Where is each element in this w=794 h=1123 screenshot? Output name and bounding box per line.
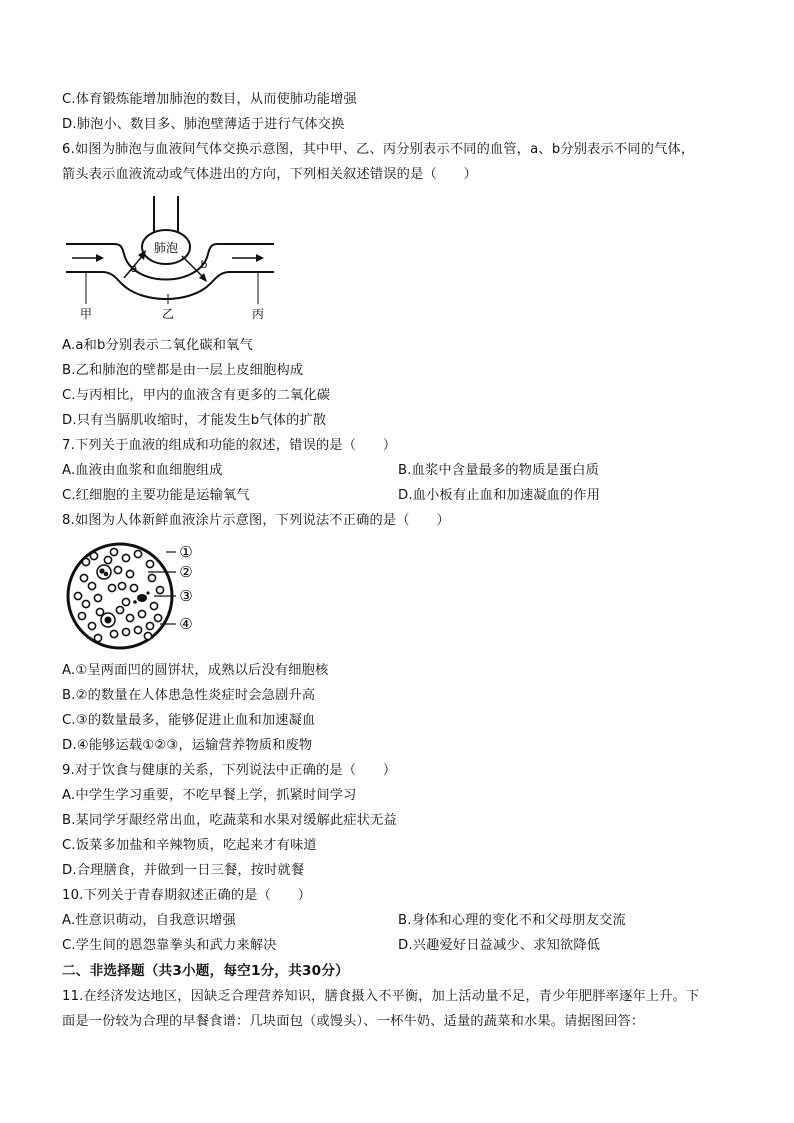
gas-a-label: a [130,262,138,275]
q9-option-c: C.饭菜多加盐和辛辣物质，吃起来才有味道 [62,838,317,853]
q9-option-b: B.某同学牙龈经常出血，吃蔬菜和水果对缓解此症状无益 [62,813,397,828]
red-blood-cell [126,570,133,577]
q8-option-a: A.①呈两面凹的圆饼状，成熟以后没有细胞核 [62,663,329,678]
q6-stem-line1: 6.如图为肺泡与血液间气体交换示意图，其中甲、乙、丙分别表示不同的血管，a、b分别表示不同的气体， [62,142,695,157]
q8-stem: 8.如图为人体新鲜血液涂片示意图，下列说法不正确的是（ ） [62,513,450,528]
q9-option-a: A.中学生学习重要，不吃早餐上学，抓紧时间学习 [62,788,357,803]
red-blood-cell [94,634,101,641]
red-blood-cell [82,600,89,607]
red-blood-cell [116,606,123,613]
red-blood-cell [110,548,117,555]
red-blood-cell [126,614,133,621]
q5-option-d: D.肺泡小、数目多、肺泡壁薄适于进行气体交换 [62,117,345,132]
label-2: ② [179,563,193,581]
q7-option-c: C.红细胞的主要功能是运输氧气 [62,488,250,503]
red-blood-cell [154,614,161,621]
q10-option-a: A.性意识萌动，自我意识增强 [62,913,237,928]
red-blood-cell [90,552,97,559]
q7-option-d: D.血小板有止血和加速凝血的作用 [398,488,601,503]
red-blood-cell [104,556,111,563]
red-blood-cell [146,622,153,629]
q6-option-a: A.a和b分别表示二氧化碳和氧气 [62,338,253,353]
red-blood-cell [80,574,87,581]
q6-stem-line2: 箭头表示血液流动或气体进出的方向，下列相关叙述错误的是（ ） [62,167,478,182]
red-blood-cell [82,558,89,565]
section-heading: 二、非选择题（共3小题，每空1分，共30分） [62,963,349,979]
vessel-yi-label: 乙 [161,307,175,321]
q5-option-c: C.体育锻炼能增加肺泡的数目，从而使肺功能增强 [62,92,357,107]
q7-option-a: A.血液由血浆和血细胞组成 [62,463,223,478]
alveolus-gas-exchange-diagram [62,192,278,324]
q7-stem: 7.下列关于血液的组成和功能的叙述，错误的是（ ） [62,438,397,453]
q8-option-d: D.④能够运载①②③，运输营养物质和废物 [62,738,313,753]
red-blood-cell [88,582,95,589]
red-blood-cell [78,612,85,619]
red-blood-cell [122,554,129,561]
q11-line2: 面是一份较为合理的早餐食谱：几块面包（或馒头）、一杯牛奶、适量的蔬菜和水果。请据图回答： [62,1014,645,1029]
q7-option-b: B.血浆中含量最多的物质是蛋白质 [398,463,600,478]
red-blood-cell [114,566,121,573]
q10-option-c: C.学生间的恩怨靠拳头和武力来解决 [62,938,277,953]
red-blood-cell [122,628,129,635]
red-blood-cell [122,598,129,605]
q8-option-b: B.②的数量在人体患急性炎症时会急剧升高 [62,688,316,703]
q6-option-d: D.只有当膈肌收缩时，才能发生b气体的扩散 [62,413,327,428]
q6-option-b: B.乙和肺泡的壁都是由一层上皮细胞构成 [62,363,304,378]
q11-line1: 11.在经济发达地区，因缺乏合理营养知识，膳食摄入不平衡，加上活动量不足，青少年肥胖率逐年上升。下 [62,989,700,1004]
q8-option-c: C.③的数量最多，能够促进止血和加速凝血 [62,713,316,728]
q6-option-c: C.与丙相比，甲内的血液含有更多的二氧化碳 [62,388,331,403]
red-blood-cell [118,582,125,589]
red-blood-cell [134,626,141,633]
red-blood-cell [148,574,155,581]
gas-b-label: b [200,258,208,271]
alveolus-label: 肺泡 [153,241,179,255]
red-blood-cell [156,586,163,593]
red-blood-cell [94,594,101,601]
red-blood-cell [144,632,151,639]
red-blood-cell [110,630,117,637]
q10-option-b: B.身体和心理的变化不和父母朋友交流 [398,913,626,928]
red-blood-cell [138,610,145,617]
platelets [137,594,147,602]
vessel-bing-label: 丙 [251,307,265,321]
q9-stem: 9.对于饮食与健康的关系，下列说法中正确的是（ ） [62,763,397,778]
red-blood-cell [146,560,153,567]
vessel-jia-label: 甲 [79,307,93,321]
q10-option-d: D.兴趣爱好日益减少、求知欲降低 [398,938,601,953]
label-4: ④ [179,615,193,633]
red-blood-cell [150,602,157,609]
red-blood-cell [74,592,81,599]
label-3: ③ [179,587,193,605]
red-blood-cell [130,584,137,591]
red-blood-cell [88,622,95,629]
red-blood-cell [134,550,141,557]
q9-option-d: D.合理膳食，并做到一日三餐，按时就餐 [62,863,305,878]
q10-stem: 10.下列关于青春期叙述正确的是（ ） [62,888,312,903]
arrow-icon [96,254,104,262]
blood-smear-diagram [64,538,210,658]
arrow-icon [256,254,264,262]
label-1: ① [179,543,193,561]
red-blood-cell [108,584,115,591]
